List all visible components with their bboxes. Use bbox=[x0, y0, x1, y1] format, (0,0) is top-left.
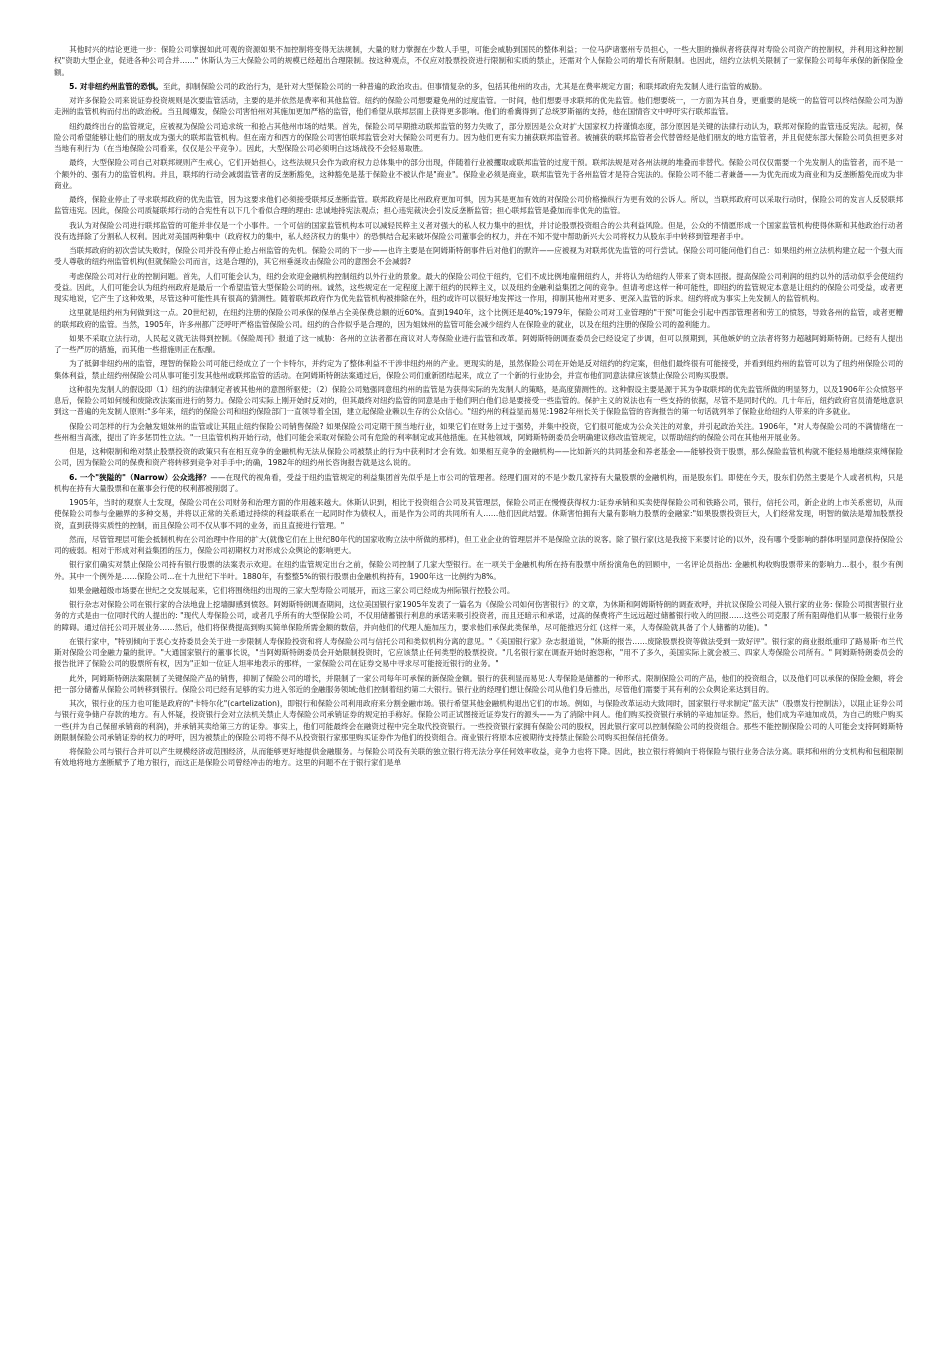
paragraph-text: 纽约最终出台的监管规定，应被视为保险公司追求统一和抢占其他州市场的结果。首先，保险公司早期推动联邦监管的努力失败了，部分原因是公众对扩大国家权力持谨慎态度，部分原因是关键的法律行动认为，联邦对保险的监管违反宪法。起初，保险公司希望能够让他们的朋友成为强大的联邦监管机构。但在南方和西方的保险公司害怕联邦监管会对大保险公司更有力。因为他们更有实力捕获联邦监管者。被捕获的联邦监管者会代替曾经是他们朋友的地方监管者，并且促使东部大保险公司负担更多对当地有利行为（在当地保险公司看来，仅仅是公平竞争）。因此，大型保险公司必须明白这场战役不会轻易取胜。 bbox=[54, 121, 903, 153]
body-paragraph bbox=[54, 245, 903, 268]
body-paragraph bbox=[54, 497, 903, 531]
body-paragraph bbox=[54, 44, 903, 78]
paragraph-text: 为了抵御非纽约州的监管，理智的保险公司可能已经成立了一个卡特尔，并约定为了整体利益不干涉非纽约州的产业。更现实的是，虽然保险公司在开始是反对纽约的约定案，但他们最终很有可能接受，并看到纽约州的监管可以为了纽约州保险公司的集体利益，禁止纽约州保险公司从事可能引发其他州或联邦监管的活动。在阿姆斯特朗法案通过后，保险公司们重新团结起来，成立了一个新的行业协会，并宣布他们同意法律应该禁止保险公司购买股票。 bbox=[54, 359, 903, 380]
body-paragraph bbox=[54, 121, 903, 155]
paragraph-text: 银行杂志对保险公司在银行家的合法地盘上挖墙脚感到愤怒。阿姆斯特朗调查期间，这位美国银行家1905年发表了一篇名为《保险公司如何伤害银行》的文章，为休斯和阿姆斯特朗的调查欢呼，并抗议保险公司侵入银行家的业务: 保险公司损害银行业务的方式是由一位同时代的人提出的: "现代人寿保险公司，或者几乎所有的大型保险公司，不仅用储蓄银行利息的承诺来吸引投资者，而且还暗示和承诺，过高的保费将产生远远超过储蓄银行收入的回报……这些公司克服了所有阻碍他们从事一般银行业务的障碍。通过信托公司开展业务……然后，他们将保费提高到购买简单保险所需金额的数倍，并向他们的代理人施加压力，要求他们承保此类保单，尽可能推迟分红 (这样一来，人寿保险就具备了个人储蓄的功能)。" bbox=[54, 600, 903, 632]
paragraph-text: 最终，保险业停止了寻求联邦政府的优先监管，因为这要求他们必须接受联邦反垄断监管。联邦政府是比州政府更加可惧，因为其是更加有效的对保险公司价格操纵行为更有效的公诉人。所以，当联邦政府可以采取行动时，保险公司的发言人反驳联邦监管违宪。因此，保险公司质疑联邦行动的合宪性有以下几个看似合理的理由: 忠诚地持宪法观点；担心违宪裁决会引发反垄断监管；担心联邦监管是叠加而非优先的监管。 bbox=[54, 195, 903, 216]
body-paragraph bbox=[54, 194, 903, 217]
body-paragraph bbox=[54, 157, 903, 191]
body-paragraph bbox=[54, 81, 903, 92]
body-paragraph bbox=[54, 585, 903, 596]
paragraph-text: 我认为对保险公司进行联邦监管的可能并非仅是一个小事件。一个可信的国家监管机构本可以减轻民粹主义者对强大的私人权力集中的担忧，并讨论股票投资组合的公共利益风险。但是，公众的不情愿形成一个国家监管机构使得休斯和其他政治行动者没有选择除了分割私人权利。因此对美国两种集中（政府权力的集中，私人经济权力的集中）的恐惧结合起来破坏保险公司董事会的权力，并在不知不觉中帮助新兴大公司将权力从股东手中转移到管理者手中。 bbox=[54, 220, 903, 241]
paragraph-text: ——在现代的视角看，受益于纽约监管规定的利益集团首先似乎是上市公司的管理者。经理们面对的不是少数几家持有大量股票的金融机构，而是股东们。即使在今天，股东们仍然主要是个人或者机构，只是机构在持有大量股票和在董事会行使的权利都被削弱了。 bbox=[54, 472, 903, 493]
section-heading: 5. 对非纽约州监管的恐惧。 bbox=[69, 81, 163, 91]
body-paragraph bbox=[54, 446, 903, 469]
body-paragraph bbox=[54, 746, 903, 769]
paragraph-text: 银行家们确实对禁止保险公司持有银行股票的法案表示欢迎。在纽约监管规定出台之前，保险公司控制了几家大型银行。在一项关于金融机构所在持有股票中所扮演角色的回顾中，一名评论员指出: 金融机构收购股票带来的影响力...很小，很少有例外。其中一个例外是……保险公司...在十九世纪下半叶。1880年，有整整5%的银行股票由金融机构持有，1900年这一比例约为8%。 bbox=[54, 560, 903, 581]
paragraph-text: 当联邦政府的初次尝试失败时，保险公司并没有停止抢占州监管的先机。保险公司的下一步——也许主要是在阿姆斯特朗事件后对他们的默许——应被视为对联邦优先监管的可行尝试。保险公司可能问他们自己：如果纽约州立法机构建立起一个强大而受人尊敬的纽约州监管机构(但就保险公司而言，这是合理的)，其它州垂涎攻击保险公司的意图会不会减弱? bbox=[54, 246, 903, 267]
paragraph-text: 对许多保险公司来说证券投资规则是次要监管活动，主要的是并依然是费率和其他监管。纽约的保险公司想要避免州的过度监管。一时间，他们想要寻求联邦的优先监管。他们想要统一，一方面为其自身，更重要的是统一的监管可以终结保险公司为游走洲的监管机构而付出的政治税。当丑闻爆发，保险公司害怕州对其施加更加严格的监管，他们希望从联邦层面上获得更多影响。他们的希冀得到了总统罗斯福的支持，他在国情咨文中呼吁实行联邦监管。 bbox=[54, 96, 903, 117]
body-paragraph bbox=[54, 333, 903, 356]
body-paragraph bbox=[54, 673, 903, 696]
paragraph-text: 将保险公司与银行合并可以产生规模经济或范围经济，从而能够更好地提供金融服务。与保险公司没有关联的独立银行将无法分享任何效率收益，竞争力也将下降。因此，独立银行将倾向于将保险与银行业务合法分离。联邦和州的分支机构和包租限制有效地将地方垄断赋予了地方银行，而这正是保险公司曾经冲击的地方。这里的问题不在于银行家们是单 bbox=[54, 747, 903, 768]
body-paragraph bbox=[54, 95, 903, 118]
paragraph-text: 考虑保险公司对行业的控制问题。首先，人们可能会认为，纽约会欢迎金融机构控制纽约以外行业的景象。最大的保险公司位于纽约，它们不成比例地雇佣纽约人，并将认为给纽约人带来了资本回报。提高保险公司利润的纽约以外的活动似乎会使纽约受益。因此，人们可能会认为纽约州政府是最后一个希望监管大型保险公司的州。诚然，这些规定在一定程度上源于纽约的民粹主义，以及纽约金融利益集团之间的竞争。但请考虑这样一种可能性，即纽约的监管规定本意是让纽约的保险公司受益，或者更现实地说，它产生了这种效果，尽管这种可能性具有很高的猜测性。随着联邦政府作为优先监管机构被排除在外，纽约或许可以很好地发挥这一作用，抑制其他州对更多、更深入监管的诉求。纽约将成为事实上先发制人的监管机构。 bbox=[54, 271, 903, 303]
body-paragraph bbox=[54, 358, 903, 381]
body-paragraph bbox=[54, 559, 903, 582]
body-paragraph bbox=[54, 534, 903, 557]
section-heading: 6. 一个"狭隘的"（Narrow）公众选择？ bbox=[69, 472, 211, 482]
body-paragraph bbox=[54, 384, 903, 418]
paragraph-text: 如果不采取立法行动，人民起义就无法得到控制。《保险周刊》报道了这一威胁：各州的立法者都在商议对人寿保险业进行监管和改革。阿姆斯特朗调查委员会已经设定了步调，但可以预期到，其他嫉妒的立法者将努力超越阿姆斯特朗。已经有人提出了一些严厉的措施，而其他一些措施则正在酝酿。 bbox=[54, 333, 903, 354]
body-paragraph bbox=[54, 271, 903, 305]
paragraph-text: 这种很先发制人的假设即（1）纽约的法律制定者被其他州的意图所驱使；（2）保险公司勉强同意纽约州的监管是为获得实际的先发制人的策略，是高度猜测性的。这种假设主要是源于其为争取联邦的优先监管所做的明显努力，以及1906年公众愤怒平息后，保险公司如何缓和废除改法案而进行的努力。保险公司实际上刚开始时反对的，但其最终对纽约监管的同意是由于他们明白他们总是要接受一些监管的。保护主义的说法也有一些支持的依据，尽管不是同时代的。几十年后，纽约政府官员清楚地意识到这一普遍的先发制人原则:"多年来，纽约的保险公司和纽约保险部门一直领导着全国，建立起保险业赖以生存的公众信心。"纽约州的利益显而易见:1982年州长关于保险监管的咨询报告的第一句话就列举了保险业给纽约人带来的许多就业。 bbox=[54, 384, 903, 417]
body-paragraph bbox=[54, 307, 903, 330]
body-paragraph bbox=[54, 636, 903, 670]
body-paragraph bbox=[54, 421, 903, 444]
paragraph-text: 这里就是纽约州为何做到这一点。20世纪初，在纽约注册的保险公司承保的保单占全美保费总额的近60%。直到1940年，这个比例还是40%;1979年，保险公司对工业管理的"干预"可能会引起中西部管理者和劳工的愤怒，导致各州的监管，或者更糟的联邦政府的监管。当然，1905年，许多州都广泛呼吁严格监管保险公司。纽约的合作似乎是合理的，因为姐妹州的监管可能会减少纽约人在保险业的就业，以及在纽约注册的保险公司的盈利能力。 bbox=[54, 308, 903, 329]
paragraph-text: 在银行家中，"特别倾向于衷心支持委员会关于进一步限制人寿保险投资和将人寿保险公司与信托公司和类似机构分离的意见。"《美国银行家》杂志报道说，"休斯的报告……废除股票投资等做法受到一致好评"。银行家的商业报纸重印了路易斯·布兰代斯对保险公司金融力量的批评。"大通国家银行的董事长说，"当阿姆斯特朗委员会开始限制投资时，它应该禁止任何类型的股票投资。"几名银行家在调查开始时抱怨称，"用不了多久，美国实际上就会被三、四家人寿保险公司所有。" 阿姆斯特朗委员会的报告批评了保险公司的股票所有权，因为"正如一位证人坦率地表示的那样，一家保险公司在证券交易中寻求尽可能接近银行的业务。" bbox=[54, 636, 903, 669]
paragraph-text: 至此，抑制保险公司的政治行为，是针对大型保险公司的一种普遍的政治攻击。但事情复杂的多，包括其他州的攻击，尤其是在费率规定方面；和联邦政府先发制人进行监管的威胁。 bbox=[162, 81, 767, 91]
paragraph-text: 然而，尽管管理层可能会抵制机构在公司治理中作用的扩大(就像它们在上世纪80年代的国家收购立法中所做的那样)，但工业企业的管理层并不是保险立法的说客。除了银行家(这是我接下来要讨论的)以外，没有哪个受影响的群体明显同意保持保险公司的疲弱。相对于形成对利益集团的压力，保险公司初期权力对形成公众舆论的影响更大。 bbox=[54, 534, 903, 555]
paragraph-text: 最终，大型保险公司自己对联邦规则产生戒心，它们开始担心，这些法规只会作为政府权力总体集中的部分出现，伴随着行业被攫取或联邦监管的过度干预。联邦法规是对各州法规的堆叠而非替代。保险公司仅仅需要一个先发制人的监管者，而不是一个额外的、强有力的监管机构。并且，联邦的行动会减弱监管者的反垄断豁免，这种豁免是基于保险业不被认作是"商业"。保险业必须是商业，联邦监管先于各州监管才是符合宪法的。保险公司不能二者兼备——为优先而成为商业和为反垄断豁免而成为非商业。 bbox=[54, 158, 903, 190]
paragraph-text: 此外，阿姆斯特朗法案限制了关键保险产品的销售，抑制了保险公司的增长，并限制了一家公司每年可承保的新保险金额。银行的获利显而易见:人寿保险是储蓄的一种形式。限制保险公司的产品，他们的投资组合，以及他们可以承保的保险金额，将会把一部分储蓄从保险公司转移到银行。保险公司已经有足够的实力进入邻近的金融服务领域;他们控制着纽约第二大银行。银行业的经理们想让保险公司从他们身后推出，尽管他们需要于其有利的公众舆论来达到目的。 bbox=[54, 673, 903, 694]
paragraph-text: 保险公司怎样的行为会触发姐妹州的监管或让其阻止纽约保险公司销售保险? 如果保险公司定期干预当地行业，如果它们在财务上过于强势，并集中投资，它们很可能成为公众关注的对象，并引起政治关注。1906年，"对人寿保险公司的不满情绪在一些州相当高涨，提出了许多惩罚性立法。"一旦监管机构开始行动，他们可能会采取对保险公司有危险的利率制定或其他措施。在其他领域，阿姆斯特朗委员会明确建议修改监管规定，以帮助纽约的保险公司在其他州开展业务。 bbox=[54, 421, 903, 442]
body-paragraph bbox=[54, 599, 903, 633]
paragraph-text: 但是，这种限制和绝对禁止股票投资的政策只有在相互竞争的金融机构无法从保险公司被禁止的行为中获利时才会有效。如果相互竞争的金融机构——比如新兴的共同基金和养老基金——能够投资于股票，那么保险监管机构就不能轻易地继续束缚保险公司，因为保险公司的保费和资产将转移到竞争对手手中;的确，1982年的纽约州长咨询报告就是这么说的。 bbox=[54, 447, 903, 468]
body-paragraph bbox=[54, 472, 903, 495]
paragraph-text: 其次，银行业的压力也可能是政府的"卡特尔化"(cartelization)，即银行和保险公司利用政府来分割金融市场。银行希望其他金融机构退出它们的市场。例如，与保险改革运动大致同时，国家银行寻求制定"蓝天法"（股票发行控制法），以阻止证券公司与银行竞争储户存款的地方。有人怀疑，投资银行会对立法机关禁止人寿保险公司承销证券的规定拍手称好。保险公司正试图接近证券发行的源头——为了消除中间人。他们购买投资银行承销的辛迪加证券。然后，他们成为辛迪加成员，为自己的账户购买一些(并为自己保留承销商的利润)，并承销其卖给第三方的证券。事实上，他们可能最终会在融资过程中完全取代投资银行。一些投资银行家拥有保险公司的股权，因此银行家可以控制保险公司的投资组合。那些不能控制保险公司的人可能会支持阿姆斯特朗限制保险公司承销证券的权力的呼吁，因为被禁止的保险公司将不得不从投资银行家那里购买证券作为他们的投资组合。商业银行将原本应被期待支持禁止保险公司购买担保信托债务。 bbox=[54, 699, 903, 742]
body-paragraph bbox=[54, 698, 903, 743]
paragraph-text: 如果金融超级市场要在世纪之交发展起来，它们将围绕纽约出现的三家大型寿险公司展开，而这三家公司已经成为州际银行控股公司。 bbox=[69, 585, 515, 595]
body-paragraph bbox=[54, 220, 903, 243]
paragraph-text: 其他时兴的结论更进一步：保险公司掌握如此可观的资源如果不加控制将变得无法规制，大量的财力掌握在少数人手里，可能会威胁到国民的整体利益；一位马萨诸塞州专员担心，一些大胆的操纵者将获得对寿险公司资产的控制权，并利用这种控制权"资助大型企业，促进各种公司合并……" 休斯认为三大保险公司的规模已经超出合理限制。按这种观点，不仅应对股票投资进行限制和实质的禁止，还需对个人保险公司的增长有所限制。也因此，纽约立法机关限制了一家保险公司每年承保的新保险金额。 bbox=[54, 45, 903, 77]
paragraph-text: 1905年，当时的观察人士发现，保险公司在公司财务和治理方面的作用越来越大。休斯认识到，相比于投资组合公司及其管理层，保险公司正在慢慢获得权力:证券承销和买卖使得保险公司和铁路公司，银行，信托公司，新企业的上市关系密切，从而使保险公司参与金融界的多种交易，并将以正常的关系通过持续的利益联系在一起同时作为债权人，而是作为公司的共同所有人……他们因此结盟。休斯害怕拥有大量有影响力股票的金融家:"如果股票投资巨大，人们经常发现，明智的做法是增加股票投资，直到获得实质性的控制，而且保险公司不仅从事不同的业务，而且直接进行管理。" bbox=[54, 498, 903, 530]
